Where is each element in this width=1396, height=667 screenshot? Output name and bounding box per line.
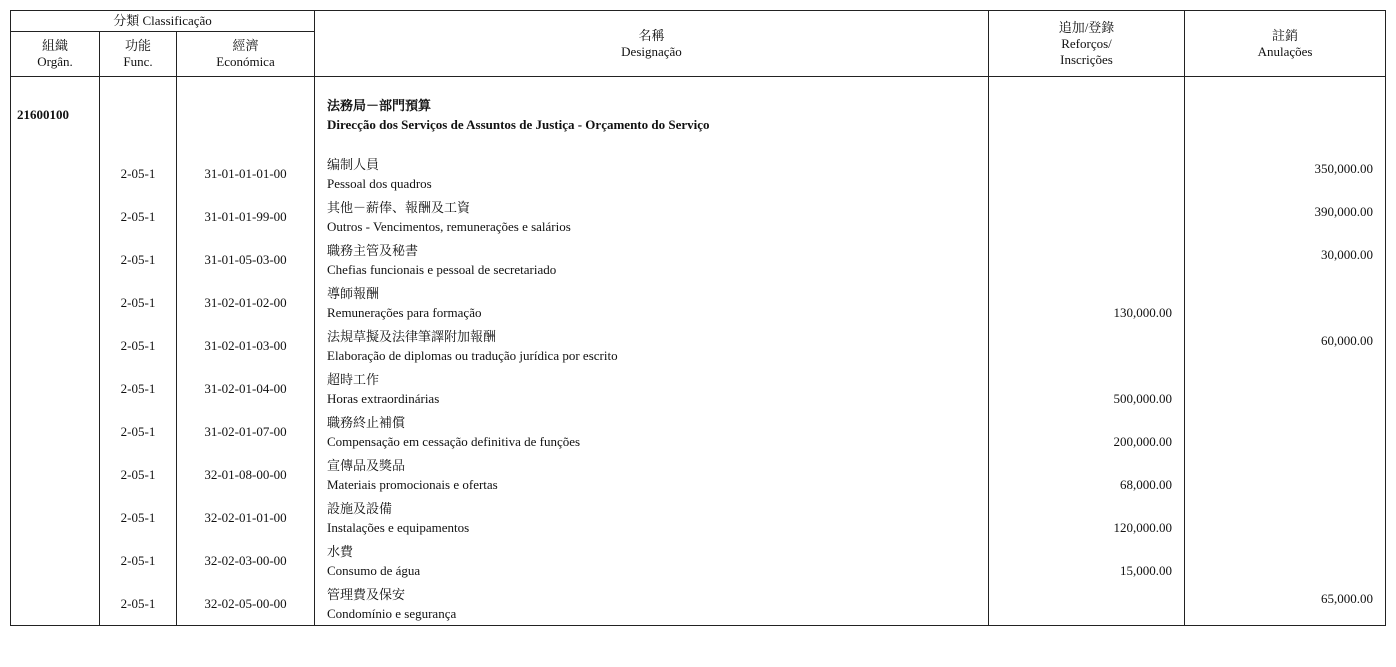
reforco-value [989, 583, 1185, 626]
budget-table [10, 10, 1386, 626]
designation-zh: 職務主管及秘書 [327, 243, 419, 258]
designation-zh: 導師報酬 [327, 286, 380, 301]
table-row [11, 153, 1386, 196]
anulacoes-header-zh: 註銷 [1271, 27, 1298, 43]
anulacao-value: 65,000.00 [1185, 583, 1386, 626]
designation-zh: 宣傳品及獎品 [327, 458, 406, 473]
table-row [11, 196, 1386, 239]
reforcos-header-zh: 追加/登錄 [1058, 19, 1115, 35]
designation-pt: Pessoal dos quadros [327, 176, 432, 191]
designation-pt: Consumo de água [327, 563, 421, 578]
classification-header: 分類 Classificação [11, 11, 315, 32]
reforco-value: 68,000.00 [989, 454, 1185, 497]
anulacao-value [1185, 497, 1386, 540]
funcional-header-pt: Func. [123, 54, 153, 69]
funcional-code: 2-05-1 [100, 239, 177, 282]
organica-cell [11, 540, 100, 583]
anulacao-value: 60,000.00 [1185, 325, 1386, 368]
reforco-value [989, 196, 1185, 239]
organica-cell [11, 411, 100, 454]
table-row [11, 583, 1386, 626]
designation-zh: 其他－薪俸、報酬及工資 [327, 200, 471, 215]
organica-code: 21600100 [11, 77, 100, 153]
designation [315, 411, 989, 454]
reforco-value: 15,000.00 [989, 540, 1185, 583]
reforco-value: 200,000.00 [989, 411, 1185, 454]
anulacao-value [1185, 454, 1386, 497]
economica-code: 31-01-01-01-00 [177, 153, 315, 196]
section-row [11, 77, 1386, 153]
designation-zh: 法規草擬及法律筆譯附加報酬 [327, 329, 497, 344]
designation-zh: 编制人員 [327, 157, 380, 172]
designation-pt: Materiais promocionais e ofertas [327, 477, 498, 492]
table-row [11, 454, 1386, 497]
organica-cell [11, 239, 100, 282]
funcional-code: 2-05-1 [100, 454, 177, 497]
economica-header [177, 32, 315, 77]
organica-cell [11, 454, 100, 497]
table-row [11, 411, 1386, 454]
table-row [11, 282, 1386, 325]
anulacoes-header-pt: Anulações [1257, 43, 1313, 59]
economica-header-pt: Económica [216, 54, 275, 69]
designation-zh: 設施及設備 [327, 501, 393, 516]
designation [315, 196, 989, 239]
organica-cell [11, 325, 100, 368]
funcional-code: 2-05-1 [100, 583, 177, 626]
designation [315, 282, 989, 325]
organica-header [11, 32, 100, 77]
designation-header-zh: 名稱 [638, 27, 665, 43]
designation-zh: 水費 [327, 544, 354, 559]
reforco-value: 120,000.00 [989, 497, 1185, 540]
designation-pt: Compensação em cessação definitiva de funções [327, 434, 581, 449]
reforco-value [989, 325, 1185, 368]
anulacao-value [1185, 411, 1386, 454]
designation-pt: Outros - Vencimentos, remunerações e salários [327, 219, 571, 234]
economica-code: 31-02-01-07-00 [177, 411, 315, 454]
section-title [315, 77, 989, 153]
designation-header-pt: Designação [621, 43, 682, 59]
funcional-code: 2-05-1 [100, 196, 177, 239]
organica-cell [11, 497, 100, 540]
economica-code: 31-01-01-99-00 [177, 196, 315, 239]
designation [315, 325, 989, 368]
designation-zh: 管理費及保安 [327, 586, 406, 602]
anulacao-value: 390,000.00 [1185, 196, 1386, 239]
designation-header [315, 11, 989, 77]
reforcos-header-pt1: Reforços/ [1061, 35, 1112, 51]
anulacao-value: 350,000.00 [1185, 153, 1386, 196]
economica-code: 32-02-01-01-00 [177, 497, 315, 540]
designation-pt: Chefias funcionais e pessoal de secretariado [327, 262, 557, 277]
table-row [11, 239, 1386, 282]
table-row [11, 368, 1386, 411]
organica-cell [11, 196, 100, 239]
anulacao-value [1185, 540, 1386, 583]
organica-header-pt: Orgân. [37, 54, 73, 69]
designation-zh: 職務終止補償 [327, 415, 406, 430]
economica-code: 31-01-05-03-00 [177, 239, 315, 282]
economica-header-zh: 經濟 [232, 38, 259, 53]
designation-pt: Elaboração de diplomas ou tradução jurídica por escrito [327, 348, 618, 363]
section-title-pt: Direcção dos Serviços de Assuntos de Justiça - Orçamento do Serviço [327, 116, 710, 132]
funcional-code: 2-05-1 [100, 368, 177, 411]
table-row [11, 540, 1386, 583]
reforcos-header-pt2: Inscrições [1060, 51, 1113, 67]
designation [315, 540, 989, 583]
designation [315, 497, 989, 540]
designation-zh: 超時工作 [327, 372, 380, 387]
economica-code: 31-02-01-04-00 [177, 368, 315, 411]
organica-cell [11, 583, 100, 626]
funcional-code: 2-05-1 [100, 325, 177, 368]
table-row [11, 325, 1386, 368]
designation [315, 583, 989, 626]
funcional-code: 2-05-1 [100, 540, 177, 583]
section-title-zh: 法務局－部門預算 [327, 97, 432, 113]
economica-code: 31-02-01-03-00 [177, 325, 315, 368]
designation-pt: Remunerações para formação [327, 305, 482, 320]
economica-code: 32-02-03-00-00 [177, 540, 315, 583]
funcional-code: 2-05-1 [100, 153, 177, 196]
organica-cell [11, 282, 100, 325]
designation-pt: Condomínio e segurança [327, 605, 457, 621]
anulacao-value: 30,000.00 [1185, 239, 1386, 282]
organica-header-zh: 組織 [41, 38, 68, 53]
economica-code: 32-02-05-00-00 [177, 583, 315, 626]
reforco-value [989, 239, 1185, 282]
reforco-value: 500,000.00 [989, 368, 1185, 411]
funcional-code: 2-05-1 [100, 282, 177, 325]
funcional-header [100, 32, 177, 77]
designation-pt: Horas extraordinárias [327, 391, 440, 406]
reforco-value [989, 153, 1185, 196]
organica-cell [11, 368, 100, 411]
anulacao-value [1185, 282, 1386, 325]
organica-cell [11, 153, 100, 196]
economica-code: 31-02-01-02-00 [177, 282, 315, 325]
table-body [11, 77, 1386, 626]
funcional-header-zh: 功能 [124, 38, 151, 53]
designation [315, 153, 989, 196]
table-row [11, 497, 1386, 540]
designation [315, 368, 989, 411]
designation [315, 454, 989, 497]
anulacao-value [1185, 368, 1386, 411]
anulacoes-header [1185, 11, 1386, 77]
reforcos-header [989, 11, 1185, 77]
designation-pt: Instalações e equipamentos [327, 520, 470, 535]
funcional-code: 2-05-1 [100, 497, 177, 540]
economica-code: 32-01-08-00-00 [177, 454, 315, 497]
table-header [11, 11, 1386, 77]
designation [315, 239, 989, 282]
reforco-value: 130,000.00 [989, 282, 1185, 325]
funcional-code: 2-05-1 [100, 411, 177, 454]
